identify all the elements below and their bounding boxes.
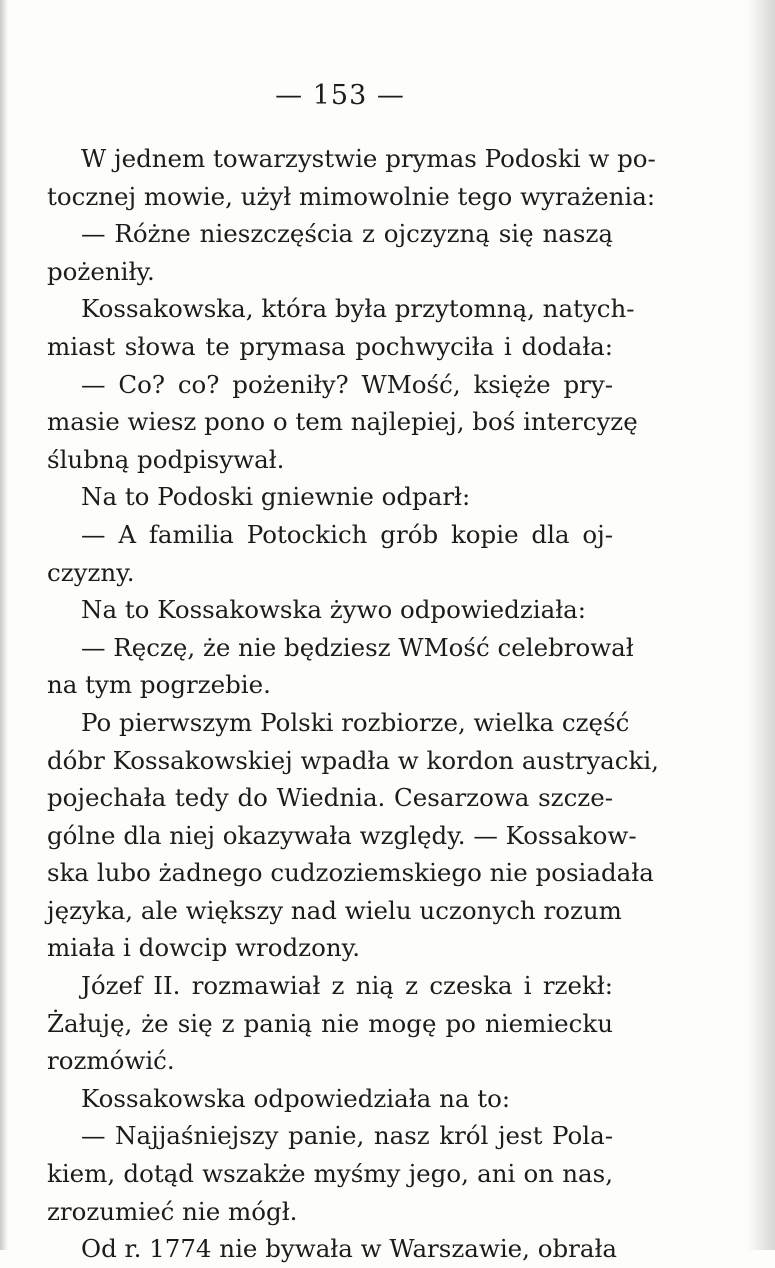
text-line: Na to Podoski gniewnie odparł:: [81, 482, 471, 512]
text-line: gólne dla niej okazywała względy. — Kossakow-: [47, 820, 637, 850]
text-line: Na to Kossakowska żywo odpowiedziała:: [81, 595, 587, 625]
text-line: Od r. 1774 nie bywała w Warszawie, obrała: [81, 1234, 618, 1264]
text-line: — Co? co? pożeniły? WMość, księże pry-: [81, 369, 613, 399]
text-line: masie wiesz pono o tem najlepiej, boś intercyzę: [47, 407, 638, 437]
text-line: języka, ale większy nad wielu uczonych rozum: [47, 895, 622, 925]
text-line: W jednem towarzystwie prymas Podoski w po-: [81, 144, 656, 173]
page-number: — 153 —: [275, 80, 405, 111]
text-line: — A familia Potockich grób kopie dla oj-: [81, 519, 613, 549]
text-line: zrozumieć nie mógł.: [47, 1196, 298, 1226]
text-line: — Różne nieszczęścia z ojczyzną się naszą: [81, 219, 613, 249]
text-line: Żałuję, że się z panią nie mogę po niemiecku: [47, 1008, 613, 1038]
text-line: tocznej mowie, użył mimowolnie tego wyrażenia:: [47, 181, 656, 211]
text-line: Kossakowska, która była przytomną, natych-: [81, 294, 635, 324]
text-line: czyzny.: [47, 557, 135, 587]
text-line: pożeniły.: [47, 256, 155, 286]
text-line: Kossakowska odpowiedziała na to:: [81, 1083, 511, 1113]
text-line: ślubną podpisywał.: [47, 444, 285, 474]
text-line: Po pierwszym Polski rozbiorze, wielka część: [81, 707, 630, 737]
text-line: na tym pogrzebie.: [47, 670, 271, 700]
text-line: — Ręczę, że nie będziesz WMość celebrował: [81, 632, 634, 662]
page-right-edge-shadow: [747, 0, 775, 1250]
text-line: miała i dowcip wrodzony.: [47, 933, 360, 963]
text-line: dóbr Kossakowskiej wpadła w kordon austryacki,: [47, 745, 659, 775]
body-text: [47, 140, 659, 1268]
text-line: rozmówić.: [47, 1046, 175, 1076]
text-line: miast słowa te prymasa pochwyciła i dodała:: [47, 331, 613, 361]
text-line: pojechała tedy do Wiednia. Cesarzowa szcze-: [47, 783, 613, 813]
page-left-edge-shadow: [0, 0, 8, 1250]
text-line: — Najjaśniejszy panie, nasz król jest Pola-: [81, 1121, 613, 1151]
text-line: Józef II. rozmawiał z nią z czeska i rzekł:: [81, 971, 613, 1001]
text-line: kiem, dotąd wszakże myśmy jego, ani on nas,: [47, 1159, 613, 1189]
text-line: ska lubo żadnego cudzoziemskiego nie posiadała: [47, 858, 654, 888]
